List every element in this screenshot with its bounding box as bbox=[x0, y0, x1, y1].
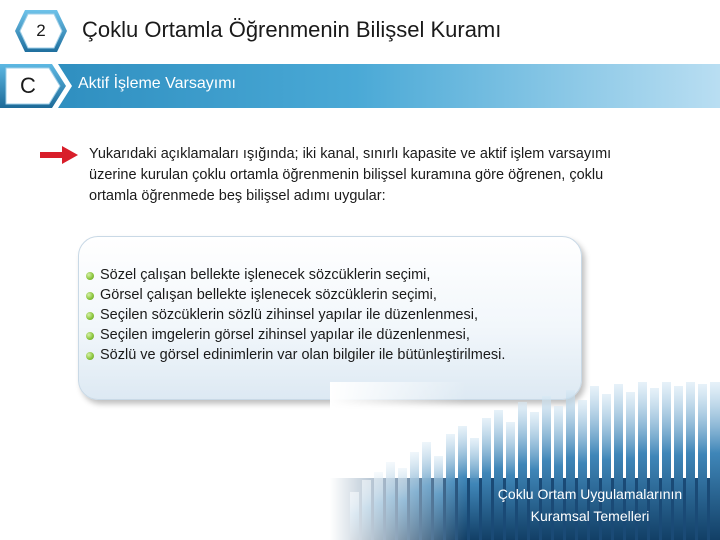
steps-list bbox=[88, 265, 578, 365]
section-number-badge bbox=[13, 8, 69, 54]
green-bullet-icon bbox=[86, 292, 94, 300]
step-text: Seçilen sözcüklerin sözlü zihinsel yapılar ile düzenlenmesi, bbox=[100, 307, 478, 323]
green-bullet-icon bbox=[86, 332, 94, 340]
step-text: Görsel çalışan bellekte işlenecek sözcüklerin seçimi, bbox=[100, 287, 437, 303]
section-number: 2 bbox=[36, 21, 46, 40]
page-title: Çoklu Ortamla Öğrenmenin Bilişsel Kuramı bbox=[82, 17, 502, 42]
green-bullet-icon bbox=[86, 352, 94, 360]
intro-paragraph: Yukarıdaki açıklamaları ışığında; iki kanal, sınırlı kapasite ve aktif işlem varsayımı üzerine kurulan çoklu ortamla öğrenmenin bilişsel kuramına göre öğrenen, çoklu ortamla öğrenmede beş bilişsel adımı uygular: bbox=[89, 146, 612, 204]
footer-caption bbox=[470, 483, 710, 527]
step-text: Sözlü ve görsel edinimlerin var olan bilgiler ile bütünleştirilmesi. bbox=[100, 347, 506, 363]
list-item bbox=[88, 305, 578, 325]
right-arrow-icon bbox=[40, 146, 78, 164]
step-text: Sözel çalışan bellekte işlenecek sözcüklerin seçimi, bbox=[100, 267, 431, 283]
green-bullet-icon bbox=[86, 312, 94, 320]
section-letter: C bbox=[20, 73, 36, 98]
list-item bbox=[88, 345, 578, 365]
section-title: Aktif İşleme Varsayımı bbox=[78, 75, 236, 92]
list-item bbox=[88, 325, 578, 345]
step-text: Seçilen imgelerin görsel zihinsel yapılar ile düzenlenmesi, bbox=[100, 327, 470, 343]
section-letter-badge bbox=[0, 62, 70, 110]
list-item bbox=[88, 265, 578, 285]
list-item bbox=[88, 285, 578, 305]
green-bullet-icon bbox=[86, 272, 94, 280]
footer-line-2: Kuramsal Temelleri bbox=[530, 508, 650, 524]
footer-line-1: Çoklu Ortam Uygulamalarının bbox=[497, 486, 683, 502]
